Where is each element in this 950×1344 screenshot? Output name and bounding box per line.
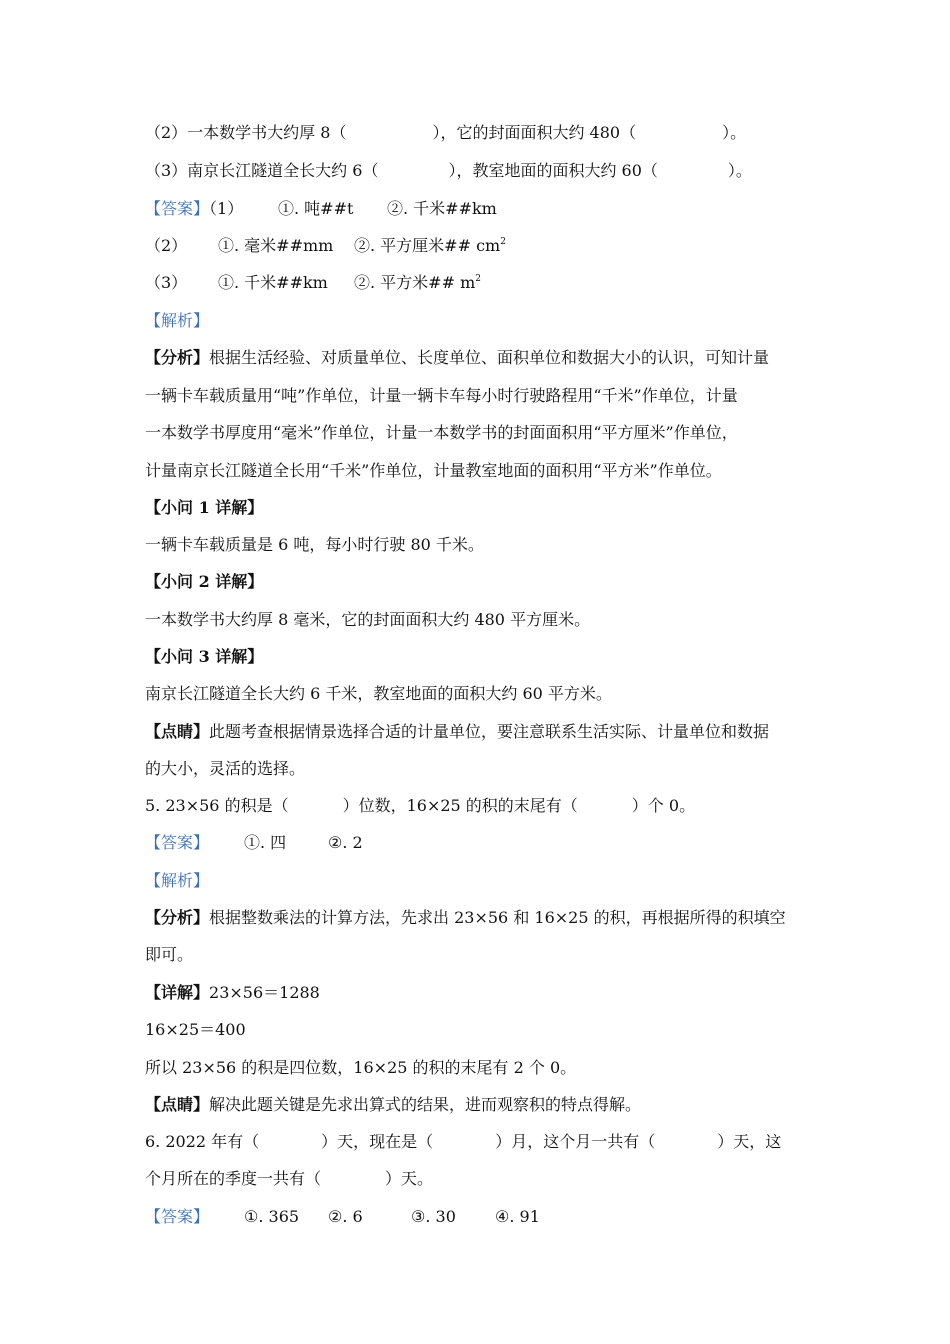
q4-part3-suffix: ）。 xyxy=(727,161,752,180)
q5-answer-a2: ②. 2 xyxy=(328,833,363,852)
fenxi-tag: 【分析】 xyxy=(145,348,210,367)
q4-answer-row-1 xyxy=(145,199,497,219)
q5-mid: ）位数，16×25 的积的末尾有（ xyxy=(342,796,578,815)
dianjing-text: 此题考查根据情景选择合适的计量单位，要注意联系生活实际、计量单位和数据 xyxy=(209,722,770,741)
q4-answer-2-a2 xyxy=(354,236,506,256)
q4-answer-1-a2: ②. 千米##km xyxy=(387,199,497,218)
q4-part2-prefix: （2）一本数学书大约厚 8（ xyxy=(145,123,347,142)
dianjing-tag: 【点睛】 xyxy=(145,722,210,741)
q4-answer-3-a2 xyxy=(354,273,481,293)
q4-sub3-tag: 【小问 3 详解】 xyxy=(145,647,264,666)
q4-fenxi-line-3: 一本数学书厚度用“毫米”作单位，计量一本数学书的封面面积用“平方厘米”作单位， xyxy=(145,423,738,442)
q6-answer xyxy=(145,1207,540,1227)
q4-answer-3-a1: ①. 千米##km xyxy=(218,273,328,292)
q6-answer-a1: ①. 365 xyxy=(244,1207,300,1226)
q6-answer-a4: ④. 91 xyxy=(495,1207,540,1226)
q5-answer-a1: ①. 四 xyxy=(244,833,287,852)
q4-answer-3-a2-text: ②. 平方米## m xyxy=(354,273,476,292)
q4-answer-1-a1: ①. 吨##t xyxy=(278,199,354,218)
q4-answer-2-a1: ①. 毫米##mm xyxy=(218,236,334,255)
q4-answer-2-label: （2） xyxy=(145,236,188,255)
question-6-line-2 xyxy=(145,1169,433,1189)
q5-fenxi-line-1 xyxy=(145,908,786,928)
q5-detail-line-3: 所以 23×56 的积是四位数，16×25 的积的末尾有 2 个 0。 xyxy=(145,1058,577,1077)
q4-dianjing-line-2: 的大小，灵活的选择。 xyxy=(145,759,306,778)
q5-answer xyxy=(145,833,363,853)
detail-tag: 【详解】 xyxy=(145,983,210,1002)
question-4-part-2 xyxy=(145,123,746,143)
q4-dianjing-line-1 xyxy=(145,722,769,742)
q6-answer-a3: ③. 30 xyxy=(411,1207,456,1226)
q4-answer-3-label: （3） xyxy=(145,273,188,292)
fenxi-text: 根据生活经验、对质量单位、长度单位、面积单位和数据大小的认识，可知计量 xyxy=(209,348,770,367)
q4-fenxi-line-1 xyxy=(145,348,769,368)
fenxi-text: 根据整数乘法的计算方法，先求出 23×56 和 16×25 的积，再根据所得的积填空 xyxy=(209,908,786,927)
q6-part-2: ）天，现在是（ xyxy=(321,1132,434,1151)
q6-answer-a2: ②. 6 xyxy=(328,1207,363,1226)
answer-tag: 【答案】 xyxy=(145,1207,210,1226)
q4-answer-row-2 xyxy=(145,236,506,256)
q4-part2-mid: ），它的封面面积大约 480（ xyxy=(432,123,637,142)
question-5 xyxy=(145,796,695,816)
superscript: 2 xyxy=(475,274,481,284)
q5-detail-line-2: 16×25＝400 xyxy=(145,1020,246,1039)
q6-line2-suffix: ）天。 xyxy=(385,1169,434,1188)
question-6-line-1 xyxy=(145,1132,781,1152)
q6-part-4: ）天，这 xyxy=(717,1132,782,1151)
q4-part3-mid: ），教室地面的面积大约 60（ xyxy=(448,161,658,180)
q4-answer-1-label: （1） xyxy=(209,199,244,218)
q6-line2-prefix: 个月所在的季度一共有（ xyxy=(145,1169,322,1188)
q4-answer-2-a2-text: ②. 平方厘米## cm xyxy=(354,236,501,255)
q4-part2-suffix: ）。 xyxy=(722,123,747,142)
q4-part3-prefix: （3）南京长江隧道全长大约 6（ xyxy=(145,161,379,180)
q5-prefix: 5. 23×56 的积是（ xyxy=(145,796,289,815)
answer-tag: 【答案】 xyxy=(145,833,210,852)
q5-suffix: ）个 0。 xyxy=(631,796,696,815)
detail-text: 23×56＝1288 xyxy=(209,983,320,1002)
answer-tag: 【答案】 xyxy=(145,199,210,218)
superscript: 2 xyxy=(500,237,506,247)
q4-analysis-tag: 【解析】 xyxy=(145,311,210,330)
q4-sub1-text: 一辆卡车载质量是 6 吨，每小时行驶 80 千米。 xyxy=(145,535,484,554)
q4-sub3-text: 南京长江隧道全长大约 6 千米，教室地面的面积大约 60 平方米。 xyxy=(145,684,612,703)
dianjing-tag: 【点睛】 xyxy=(145,1095,210,1114)
fenxi-tag: 【分析】 xyxy=(145,908,210,927)
q5-analysis-tag: 【解析】 xyxy=(145,871,210,890)
q4-fenxi-line-4: 计量南京长江隧道全长用“千米”作单位，计量教室地面的面积用“平方米”作单位。 xyxy=(145,461,722,480)
q5-fenxi-line-2: 即可。 xyxy=(145,945,194,964)
q4-sub2-tag: 【小问 2 详解】 xyxy=(145,572,264,591)
q5-detail-line-1 xyxy=(145,983,320,1003)
question-4-part-3 xyxy=(145,161,752,181)
q6-part-1: 6. 2022 年有（ xyxy=(145,1132,260,1151)
q4-sub1-tag: 【小问 1 详解】 xyxy=(145,498,264,517)
q4-answer-row-3 xyxy=(145,273,481,293)
q4-sub2-text: 一本数学书大约厚 8 毫米，它的封面面积大约 480 平方厘米。 xyxy=(145,610,591,629)
q6-part-3: ）月，这个月一共有（ xyxy=(495,1132,656,1151)
dianjing-text: 解决此题关键是先求出算式的结果，进而观察积的特点得解。 xyxy=(209,1095,642,1114)
q4-fenxi-line-2: 一辆卡车载质量用“吨”作单位，计量一辆卡车每小时行驶路程用“千米”作单位，计量 xyxy=(145,386,738,405)
q5-dianjing xyxy=(145,1095,641,1115)
